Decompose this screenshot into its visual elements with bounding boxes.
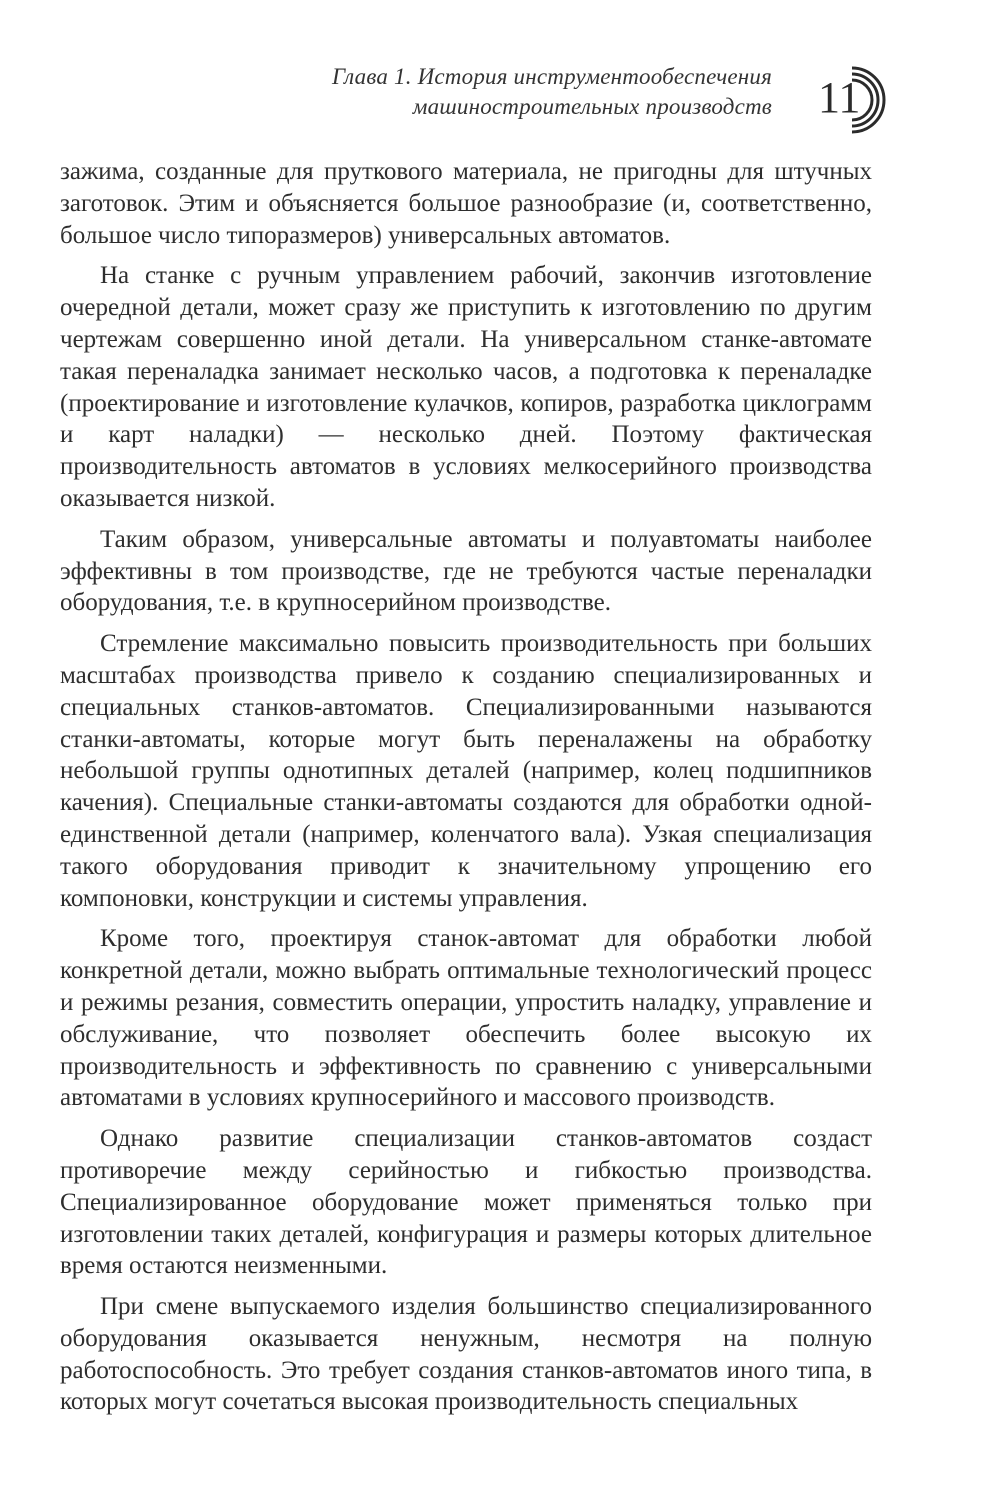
running-head (332, 62, 772, 122)
page-number-badge (812, 60, 892, 140)
paragraph-2: На станке с ручным управлением рабочий, закончив изготовление очередной детали, может сразу же приступить к изготовлению по другим чертежам совершенно иной детали. На универсальном станке-автомате такая переналадка занимает несколько часов, а подготовка к переналадке (проектирование и изготовление кулачков, копиров, разработка циклограмм и карт наладки) — несколько дней. Поэтому фактическая производительность автоматов в условиях мелкосерийного производства оказывается низкой. (60, 262, 872, 512)
paragraph-3: Таким образом, универсальные автоматы и полуавтоматы наиболее эффективны в том производстве, где не требуются частые переналадки оборудования, т.е. в крупносерийном производстве. (60, 525, 872, 617)
running-head-line-2: машиностроительных производств (412, 94, 772, 119)
paragraph-5: Кроме того, проектируя станок-автомат для обработки любой конкретной детали, можно выбрать оптимальные технологический процесс и режимы резания, совместить операции, упростить наладку, управление и обслуживание, что позволяет обеспечить более высокую их производительность и эффективность по сравнению с универсальными автоматами в условиях крупносерийного и массового производств. (60, 925, 872, 1112)
page-number-arcs-icon (812, 60, 892, 140)
body-text (60, 156, 872, 1427)
running-head-line-1: Глава 1. История инструментообеспечения (332, 64, 772, 89)
page-number: 11 (818, 73, 861, 122)
paragraph-4: Стремление максимально повысить производительность при больших масштабах производства привело к созданию специализированных и специальных станков-автоматов. Специализированными называются станки-автоматы, которые могут быть переналажены на обработку небольшой группы однотипных деталей (например, колец подшипников качения). Специальные станки-автоматы создаются для обработки одной-единственной детали (например, коленчатого вала). Узкая специализация такого оборудования приводит к значительному упрощению его компоновки, конструкции и системы управления. (60, 630, 872, 912)
paragraph-1: зажима, созданные для пруткового материала, не пригодны для штучных заготовок. Этим и объясняется большое разнообразие (и, соответственно, большое число типоразмеров) универсальных автоматов. (60, 158, 872, 249)
paragraph-7: При смене выпускаемого изделия большинство специализированного оборудования оказывается ненужным, несмотря на полную работоспособность. Это требует создания станков-автоматов иного типа, в которых могут сочетаться высокая производительность специальных (60, 1293, 872, 1416)
paragraph-6: Однако развитие специализации станков-автоматов создаст противоречие между серийностью и гибкостью производства. Специализированное оборудование может применяться только при изготовлении таких деталей, конфигурация и размеры которых длительное время остаются неизменными. (60, 1125, 872, 1280)
